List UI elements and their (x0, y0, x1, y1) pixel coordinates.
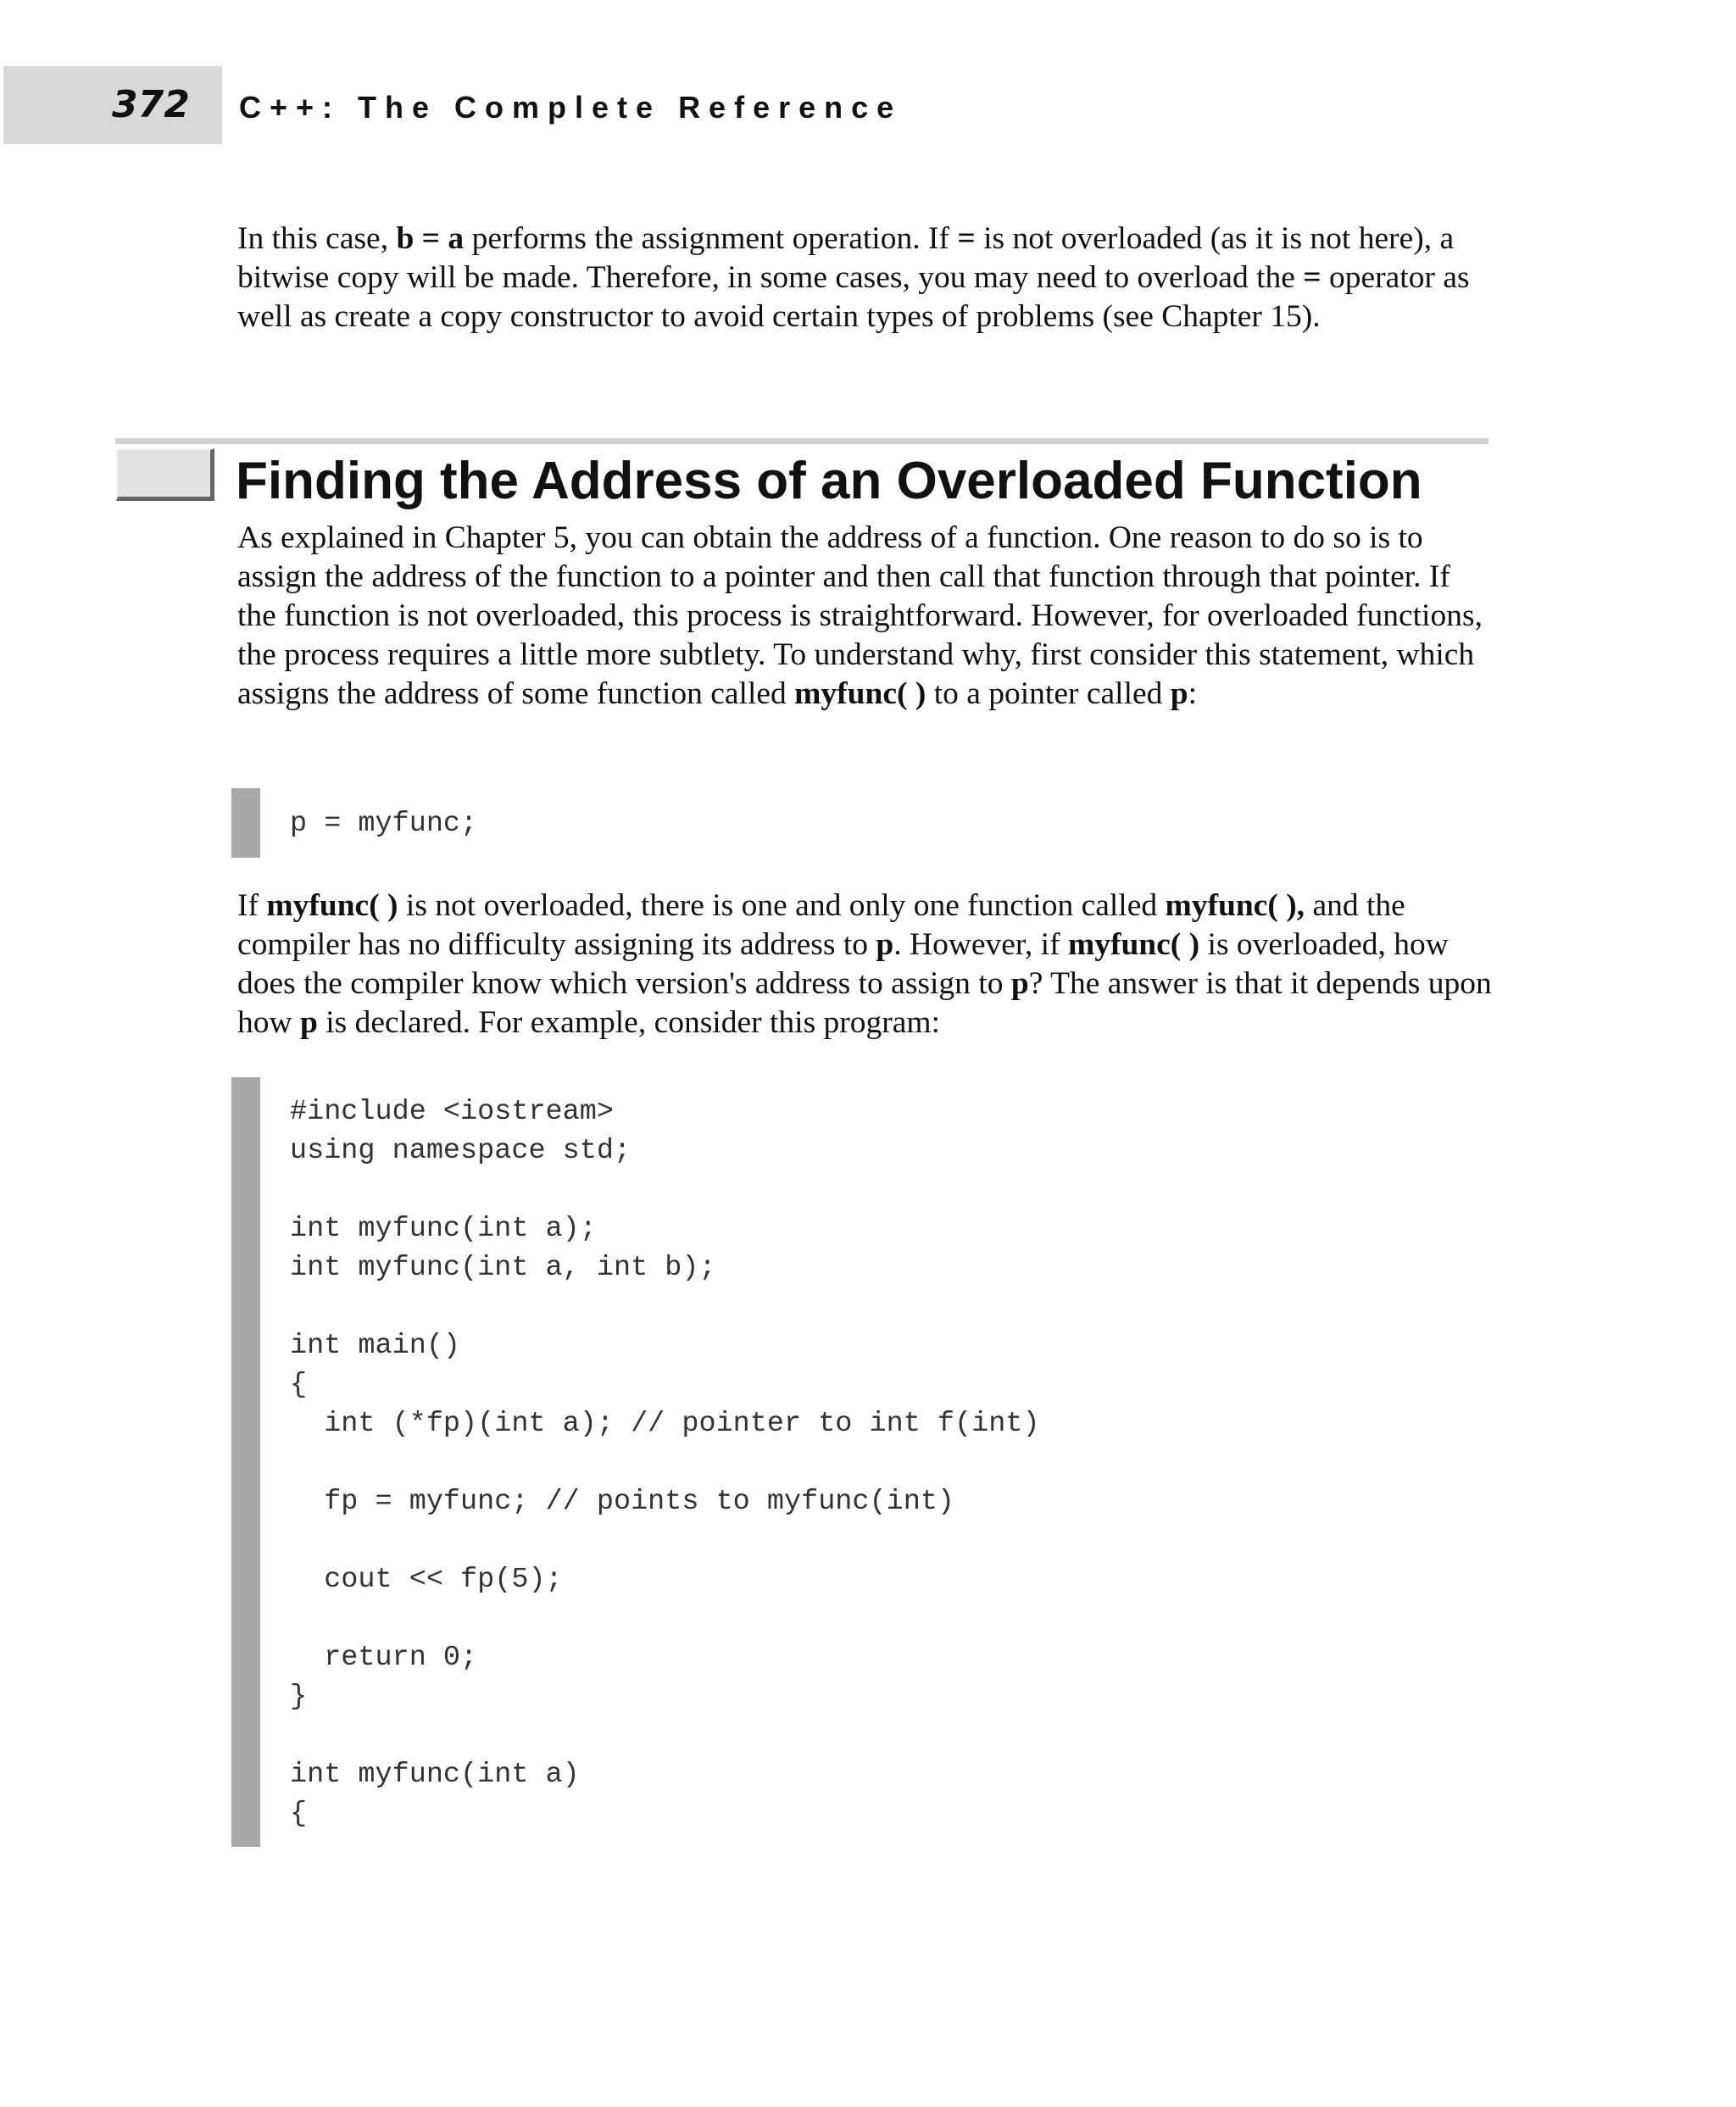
intro-bold-3: = (1303, 260, 1321, 295)
page-number: 372 (112, 83, 190, 126)
para1-bold-2: p (1170, 676, 1188, 711)
body-paragraph-2 (237, 887, 1492, 1042)
para2-bold-4: myfunc( ) (1067, 927, 1200, 962)
para2-text-2: is not overloaded, there is one and only one function called (398, 888, 1166, 923)
para1-text-3: : (1188, 676, 1198, 711)
para2-bold-5: p (1010, 966, 1029, 1001)
intro-text-2: performs the assignment operation. If (464, 221, 958, 256)
intro-bold-2: = (957, 221, 976, 256)
intro-text-1: In this case, (237, 221, 397, 256)
para2-bold-2: myfunc( ), (1165, 888, 1305, 923)
para2-bold-3: p (876, 927, 894, 962)
running-head: C++: The Complete Reference (239, 90, 903, 125)
para2-text-5: is overloaded, how does the compiler know which version's address to assign to (237, 927, 1449, 1001)
para2-bold-6: p (299, 1005, 318, 1040)
section-rule (115, 438, 1488, 444)
body-paragraph-1 (237, 519, 1492, 714)
intro-text-4: operator as well as create a copy constructor to avoid certain types of problems (see Chapter 15). (237, 260, 1470, 334)
code-bar-1 (231, 788, 260, 858)
intro-bold-1: b = a (396, 221, 465, 256)
section-marker-box (116, 448, 214, 501)
section-title: Finding the Address of an Overloaded Function (236, 452, 1422, 510)
para2-text-6: ? The answer is that it depends upon how (237, 966, 1492, 1040)
para1-bold-1: myfunc( ) (794, 676, 926, 711)
para1-text-2: to a pointer called (926, 676, 1171, 711)
para2-text-3: and the compiler has no difficulty assigning its address to (237, 888, 1405, 962)
code-block-2: #include <iostream> using namespace std; int myfunc(int a); int myfunc(int a, int b); int main() { int (*fp)(int a); // pointer to int f(int) fp = myfunc; // points to myfunc(int) cout << fp(5); return 0; } int myfunc(int a) { (290, 1096, 1040, 1830)
para2-bold-1: myfunc( ) (266, 888, 398, 923)
intro-paragraph (237, 220, 1492, 336)
code-bar-2 (231, 1077, 260, 1847)
para1-text-1: As explained in Chapter 5, you can obtain the address of a function. One reason to do so is to assign the address of the function to a pointer and then call that function through that pointer. If the function is not overloaded, this process is straightforward. However, for overloaded functions, the process requires a little more subtlety. To understand why, first consider this statement, which assigns the address of some function called (237, 520, 1483, 711)
para2-text-1: If (237, 888, 267, 923)
para2-text-7: is declared. For example, consider this program: (317, 1005, 940, 1040)
intro-text-3: is not overloaded (as it is not here), a bitwise copy will be made. Therefore, in some cases, you may need to overload the (237, 221, 1455, 295)
para2-text-4: . However, if (893, 927, 1068, 962)
code-block-1: p = myfunc; (290, 808, 478, 840)
